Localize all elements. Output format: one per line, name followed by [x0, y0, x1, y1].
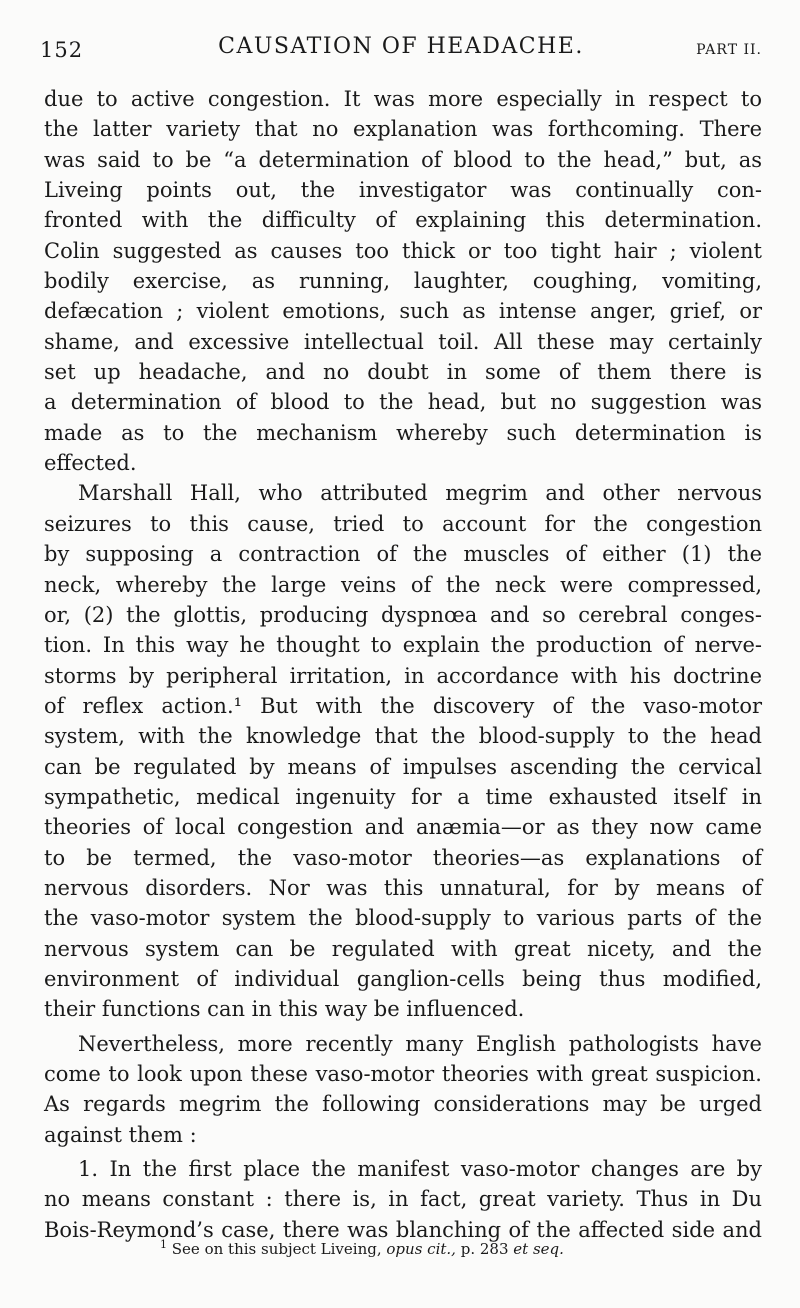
footnote-citation-end: et seq.	[513, 1240, 564, 1258]
text-line: set up headache, and no doubt in some of them there is	[44, 360, 762, 385]
text-line: As regards megrim the following considerations may be urged	[44, 1092, 762, 1117]
part-label: PART II.	[696, 42, 762, 58]
footnote-citation: opus cit.,	[386, 1240, 456, 1258]
text-line: by supposing a contraction of the muscles of either (1) the	[44, 542, 762, 567]
text-line: against them :	[44, 1122, 197, 1147]
text-line: 1. In the first place the manifest vaso-motor changes are by	[78, 1157, 762, 1182]
text-line: a determination of blood to the head, but no suggestion was	[44, 390, 762, 415]
text-line: made as to the mechanism whereby such determination is	[44, 420, 762, 445]
text-line: shame, and excessive intellectual toil. All these may certainly	[44, 329, 762, 354]
text-line: was said to be “a determination of blood to the head,” but, as	[44, 147, 762, 172]
footnote	[160, 1240, 564, 1258]
running-title: CAUSATION OF HEADACHE.	[218, 34, 584, 59]
footnote-page: p. 283	[460, 1240, 509, 1258]
text-line: Bois-Reymond’s case, there was blanching of the affected side and	[44, 1217, 762, 1242]
text-line: fronted with the difficulty of explaining this determination.	[44, 208, 762, 233]
text-line: due to active congestion. It was more especially in respect to	[44, 87, 762, 111]
text-line: sympathetic, medical ingenuity for a time exhausted itself in	[44, 784, 762, 809]
text-line: Colin suggested as causes too thick or too tight hair ; violent	[44, 238, 762, 263]
body-text	[44, 84, 762, 1245]
text-line: Nevertheless, more recently many English pathologists have	[78, 1031, 762, 1056]
text-line: tion. In this way he thought to explain the production of nerve-	[44, 633, 762, 658]
text-line: nervous system can be regulated with great nicety, and the	[44, 936, 762, 961]
text-line: Marshall Hall, who attributed megrim and other nervous	[78, 481, 762, 506]
text-line: effected.	[44, 451, 137, 476]
text-line: come to look upon these vaso-motor theories with great suspicion.	[44, 1062, 762, 1086]
text-line: their functions can in this way be influenced.	[44, 997, 525, 1022]
footnote-text: See on this subject Liveing,	[171, 1240, 382, 1258]
text-line: Liveing points out, the investigator was continually con-	[44, 178, 762, 203]
text-line: of reflex action.¹ But with the discovery of the vaso-motor	[44, 693, 762, 718]
text-line: system, with the knowledge that the blood-supply to the head	[44, 724, 762, 749]
footnote-marker: 1	[160, 1238, 167, 1251]
text-line: no means constant : there is, in fact, great variety. Thus in Du	[44, 1187, 762, 1212]
text-line: theories of local congestion and anæmia—or as they now came	[44, 815, 762, 840]
text-line: storms by peripheral irritation, in accordance with his doctrine	[44, 663, 762, 688]
text-line: neck, whereby the large veins of the neck were compressed,	[44, 572, 762, 597]
text-line: bodily exercise, as running, laughter, coughing, vomiting,	[44, 269, 762, 294]
paragraph-3	[44, 1029, 762, 1150]
paragraph-2	[44, 478, 762, 1024]
text-line: the vaso-motor system the blood-supply to various parts of the	[44, 906, 762, 931]
text-line: the latter variety that no explanation was forthcoming. There	[44, 117, 762, 142]
text-line: seizures to this cause, tried to account for the congestion	[44, 511, 762, 536]
text-line: defæcation ; violent emotions, such as intense anger, grief, or	[44, 299, 762, 324]
text-line: or, (2) the glottis, producing dyspnœa and so cerebral conges-	[44, 602, 762, 627]
text-line: can be regulated by means of impulses ascending the cervical	[44, 754, 762, 779]
paragraph-1	[44, 84, 762, 478]
page-header	[40, 32, 762, 62]
page-number: 152	[40, 38, 84, 62]
text-line: nervous disorders. Nor was this unnatural, for by means of	[44, 875, 762, 900]
text-line: to be termed, the vaso-motor theories—as explanations of	[44, 845, 762, 870]
paragraph-4	[44, 1154, 762, 1245]
text-line: environment of individual ganglion-cells being thus modified,	[44, 966, 762, 991]
